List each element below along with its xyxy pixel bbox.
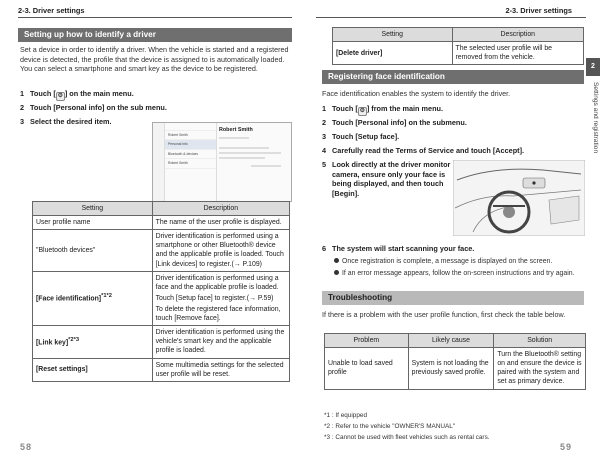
setting-cell (33, 271, 153, 326)
table-row (33, 271, 290, 326)
screen-menu-item: Personal info (165, 140, 216, 149)
screen-line (219, 157, 265, 159)
screen-line (219, 152, 281, 154)
step-number: 1 (322, 104, 327, 113)
screen-menu-item: Robert Smith (165, 159, 216, 168)
step-text: ] on the main menu. (64, 89, 134, 98)
chapter-label: Settings and registration (592, 82, 599, 154)
step-text: Touch [Setup face]. (332, 132, 400, 141)
step-number: 3 (20, 117, 25, 126)
screen-line (219, 147, 269, 149)
step-number: 2 (20, 103, 25, 112)
step-number: 2 (322, 118, 327, 127)
step-number: 5 (322, 160, 327, 169)
intro-paragraph: Set a device in order to identify a driver. When the vehicle is started and a registered device is detected, the profile that the device is assigned to is automatically loaded. You can select a smartphone and smart key as the device to be registered. (20, 45, 289, 73)
header-rule (18, 17, 292, 18)
step-number: 4 (322, 146, 327, 155)
delete-driver-table (332, 27, 584, 65)
step-text: Touch [Personal info] on the submenu. (332, 118, 467, 127)
table-header: Setting (333, 28, 453, 42)
header-rule (316, 17, 586, 18)
section-title: Registering face identification (322, 70, 584, 84)
section-title: Setting up how to identify a driver (18, 28, 292, 42)
table-row (33, 230, 290, 271)
screen-sidebar (153, 123, 165, 202)
screen-title: Robert Smith (219, 127, 253, 133)
troubleshooting-table (324, 333, 586, 390)
troubleshooting-intro: If there is a problem with the user profile function, first check the table below. (322, 310, 566, 319)
step-5 (322, 160, 452, 199)
description-cell: Some multimedia settings for the selected user profile will be reset. (152, 358, 289, 381)
footnote: *1 : If equipped (324, 412, 367, 419)
step-text: Touch [Personal info] on the sub menu. (30, 103, 167, 112)
step-6 (322, 244, 474, 254)
step-text: ] from the main menu. (366, 104, 444, 113)
step-text: The system will start scanning your face. (332, 244, 475, 253)
footnote: *2 : Refer to the vehicle "OWNER'S MANUAL" (324, 423, 456, 430)
step-number: 1 (20, 89, 25, 98)
setting-cell: "Bluetooth devices" (33, 230, 153, 271)
chapter-tab: 2 (586, 58, 600, 76)
table-header: Description (152, 202, 289, 216)
setting-label: [Link key] (36, 338, 69, 346)
screen-menu-item: Bluetooth & devices (165, 150, 216, 159)
page-number: 59 (559, 442, 572, 453)
table-row (333, 42, 584, 65)
description-cell: The selected user profile will be removed from the vehicle. (452, 42, 584, 65)
setting-cell: [Reset settings] (33, 358, 153, 381)
step-text: Look directly at the driver monitor camera, ensure only your face is being displayed, and then touch [Begin]. (332, 160, 451, 198)
cause-cell: System is not loading the previously saved profile. (408, 348, 494, 389)
description-line: Driver identification is performed using a face and the applicable profile is loaded. (155, 274, 279, 291)
right-page (300, 0, 600, 462)
bullet-item (334, 257, 584, 266)
step-1 (20, 89, 134, 101)
table-header: Likely cause (408, 334, 494, 348)
setting-label: [Face identification] (36, 295, 102, 303)
table-header: Description (452, 28, 584, 42)
step-text: Carefully read the Terms of Service and touch [Accept]. (332, 146, 525, 155)
description-cell (152, 271, 289, 326)
step-number: 3 (322, 132, 327, 141)
step-2 (20, 103, 167, 113)
table-row (33, 326, 290, 358)
table-header: Solution (494, 334, 586, 348)
running-head: 2-3. Driver settings (18, 6, 85, 15)
screen-menu-item: Robert Smith (165, 131, 216, 140)
description-line: To delete the registered face information, touch [Remove face]. (155, 305, 281, 323)
step-text: Touch [ (30, 89, 56, 98)
step-4 (322, 146, 524, 156)
running-head: 2-3. Driver settings (505, 6, 572, 15)
description-line: Touch [Setup face] to register.(→ P.59) (155, 294, 274, 302)
table-header: Setting (33, 202, 153, 216)
step-1 (322, 104, 443, 116)
problem-cell: Unable to load saved profile (325, 348, 409, 389)
step-text: Touch [ (332, 104, 358, 113)
step-2 (322, 118, 467, 128)
footnote-ref: *1*2 (101, 293, 112, 300)
table-row (325, 348, 586, 389)
bullet-item (334, 269, 586, 278)
driver-seat-illustration (453, 160, 585, 236)
footnote: *3 : Cannot be used with fleet vehicles such as rental cars. (324, 434, 490, 441)
troubleshooting-title: Troubleshooting (322, 291, 584, 305)
screen-content (219, 127, 289, 167)
gear-icon: ⚙ (359, 108, 365, 114)
description-cell: Driver identification is performed using a smartphone or other Bluetooth® device and the applicable profile is loaded. Touch [Link devices] to register.(→ P.109) (152, 230, 289, 271)
footnote-ref: *2*3 (68, 336, 80, 343)
bullet-text: Once registration is complete, a message is displayed on the screen. (342, 258, 553, 265)
gear-icon: ⚙ (57, 93, 63, 99)
page-number: 58 (20, 442, 33, 453)
settings-table (32, 201, 290, 382)
screen-line (251, 165, 281, 167)
bullet-text: If an error message appears, follow the on-screen instructions and try again. (342, 270, 575, 277)
personal-info-screenshot (152, 122, 292, 202)
table-row (33, 216, 290, 230)
bullet-dot (334, 258, 339, 263)
step-3 (20, 117, 112, 127)
table-row (33, 358, 290, 381)
description-cell: Driver identification is performed using the vehicle's smart key and the applicable profile is loaded. (152, 326, 289, 358)
description-cell: The name of the user profile is displayed. (152, 216, 289, 230)
step-text: Select the desired item. (30, 117, 112, 126)
table-header: Problem (325, 334, 409, 348)
solution-cell: Turn the Bluetooth® setting on and ensure the device is paired with the system and set as primary device. (494, 348, 586, 389)
intro-paragraph: Face identification enables the system to identify the driver. (322, 89, 511, 98)
screen-menu (165, 123, 217, 202)
step-number: 6 (322, 244, 327, 253)
setting-cell: User profile name (33, 216, 153, 230)
step-3 (322, 132, 399, 142)
setting-cell (33, 326, 153, 358)
screen-line (219, 137, 249, 139)
setting-cell: [Delete driver] (333, 42, 453, 65)
screen-menu-spacer (165, 123, 216, 131)
bullet-dot (334, 270, 339, 275)
